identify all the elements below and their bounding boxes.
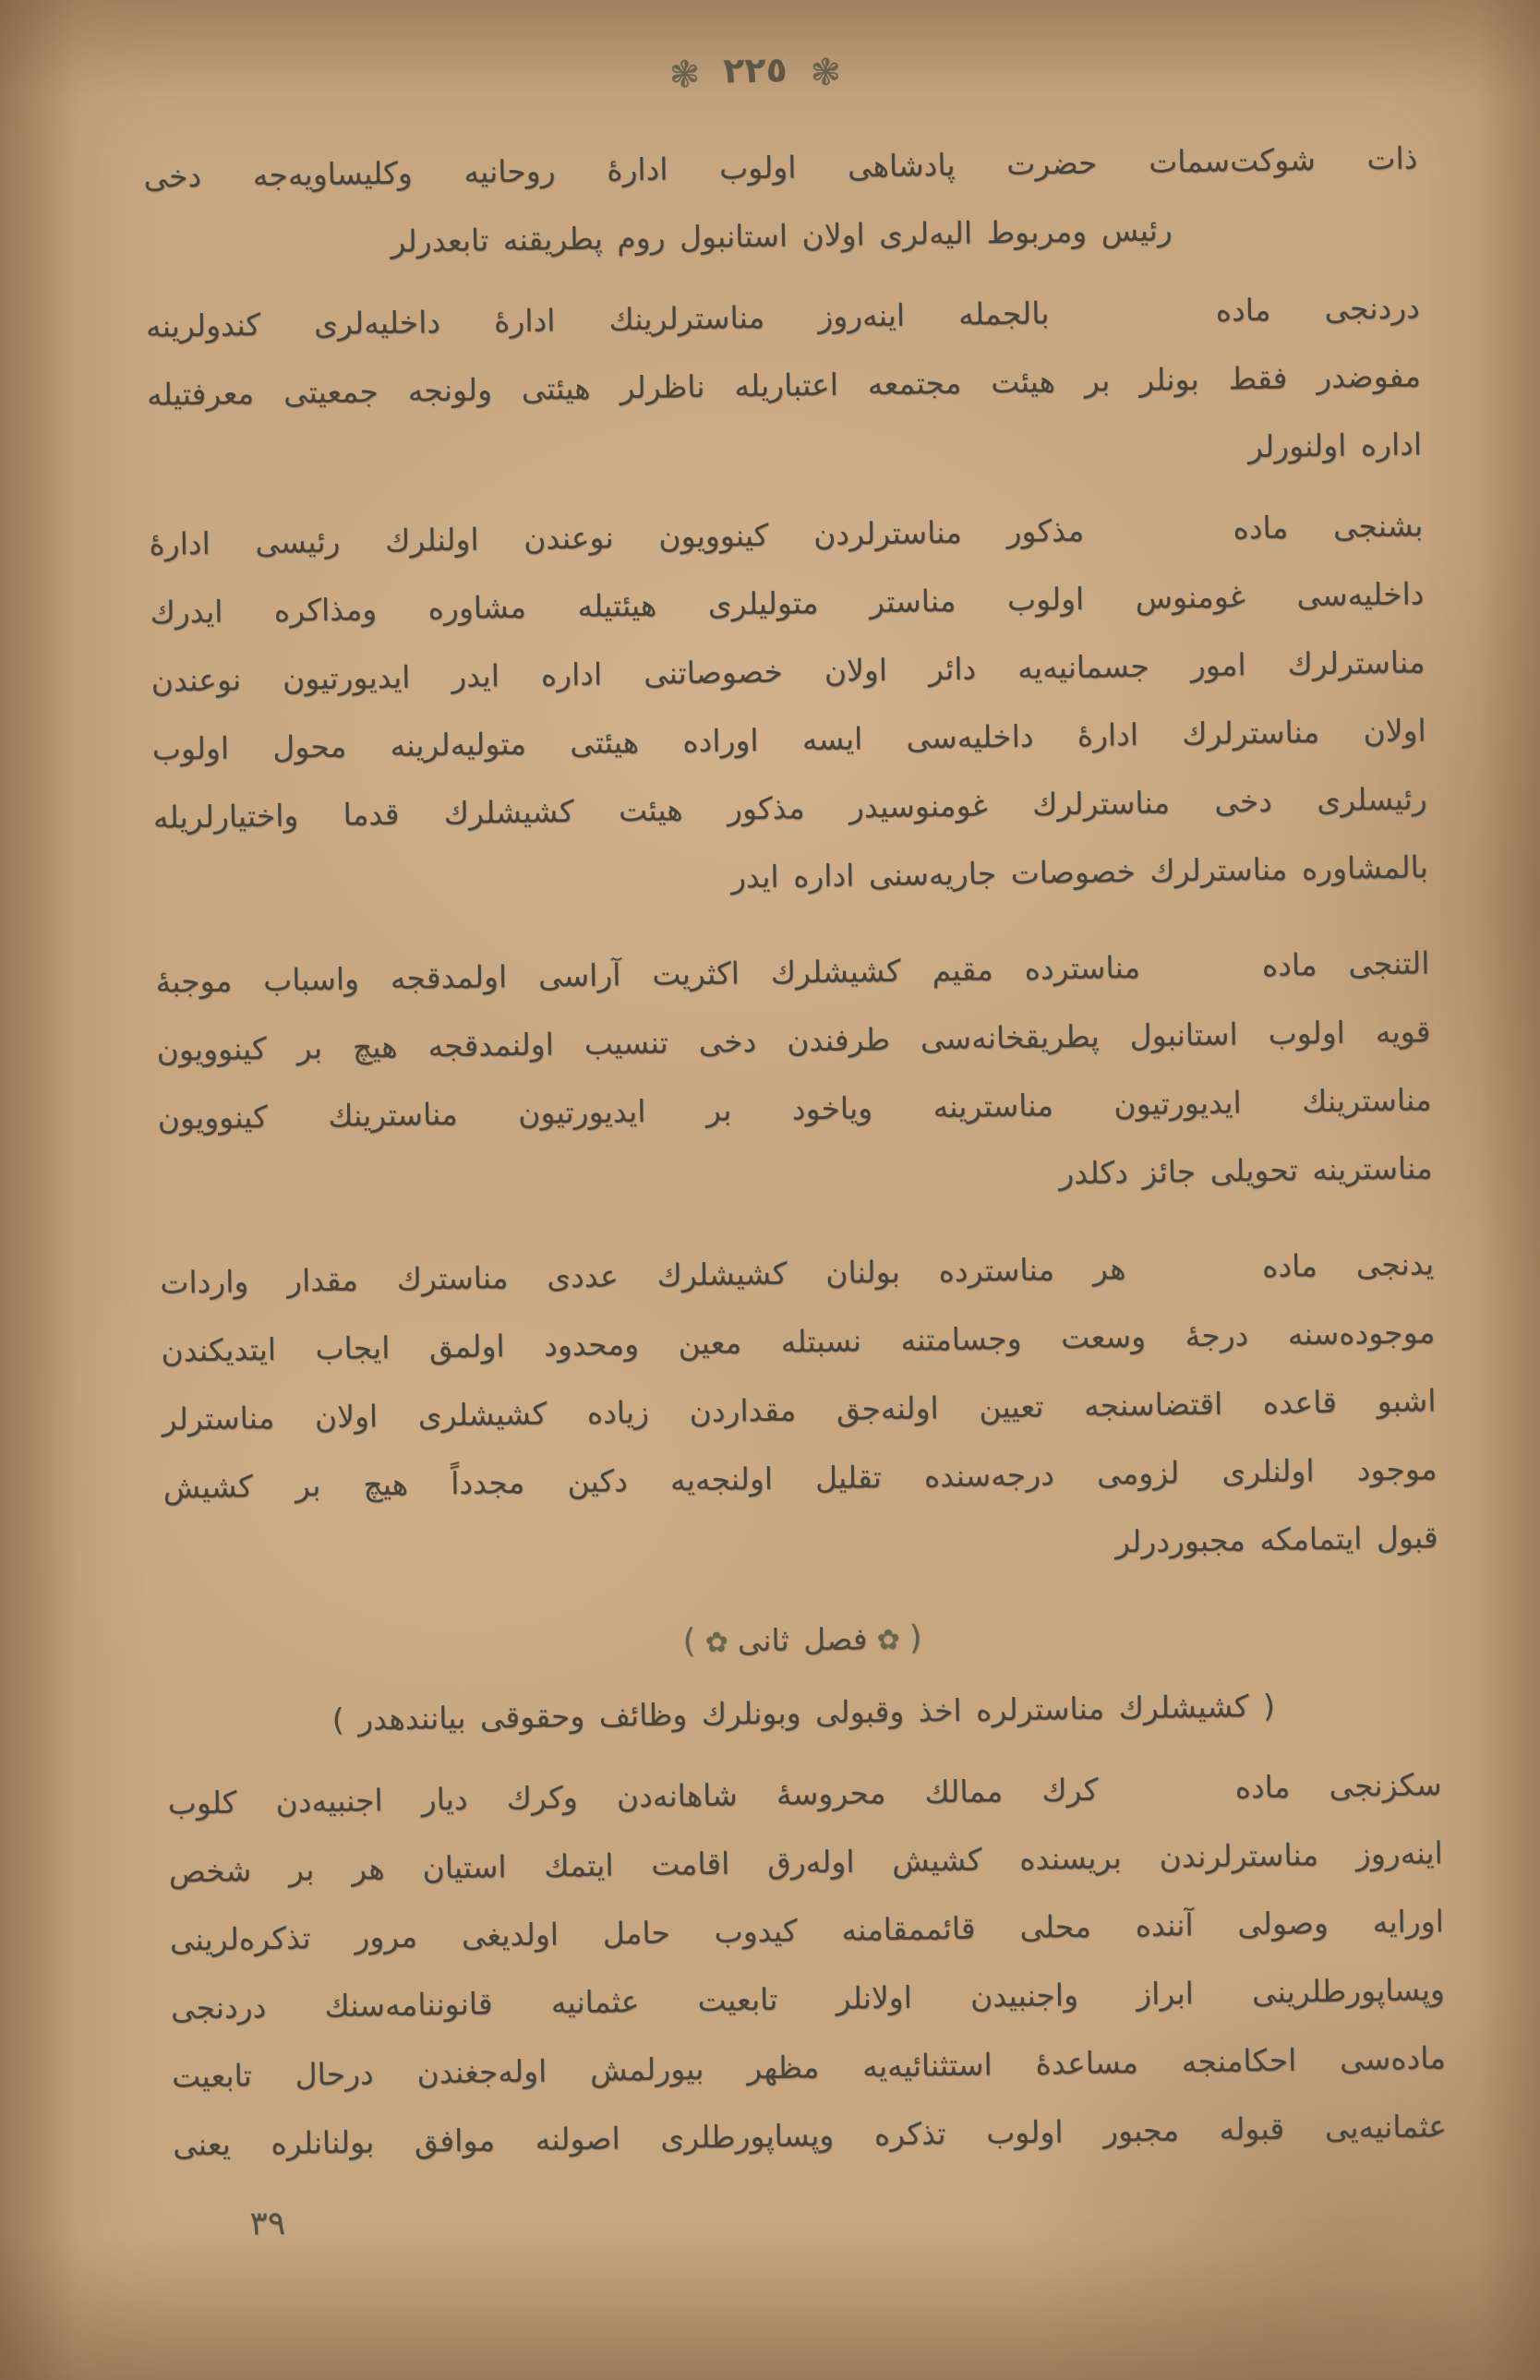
floral-ornament-icon: ❃ [668, 54, 701, 97]
line-text: اشبو قاعده اقتضاسنجه تعيين اولنه‌جق مقداردن زياده كشيشلرى اولان مناسترلر [162, 1382, 1437, 1437]
label-gap [1172, 977, 1231, 978]
label-gap [1137, 1798, 1197, 1799]
line-text: اورايه وصولى آننده محلى قائممقامنه كيدوب حامل اولديغى مرور تذكره‌لرينى [169, 1903, 1445, 1958]
article-number-label: بشنجى ماده [1233, 507, 1424, 547]
article-number-label: سكزنجى ماده [1234, 1766, 1442, 1806]
line-text: مناسترينك ايديورتيون مناسترينه وياخود بر ايديورتيون مناسترينك كينوويون [157, 1081, 1432, 1136]
line-text: مذكور مناسترلردن كينوويون نوعندن اولنلرك رئيسى ادارهٔ [149, 511, 1085, 562]
line-text: هر مناسترده بولنان كشيشلرك عددى مناسترك مقدار واردات [160, 1250, 1126, 1301]
article-number-label: دردنجى ماده [1215, 289, 1421, 329]
section-title: فصل ثانى [737, 1620, 868, 1659]
line-text: اداره اولنورلر [1247, 426, 1423, 465]
line-text: اولان مناسترلرك ادارهٔ داخليه‌سى ايسه اوراده هيئتى متوليه‌لرينه محول اولوب [151, 712, 1426, 767]
floral-ornament-icon: ❃ [810, 51, 842, 95]
label-gap [1164, 1278, 1223, 1279]
line-text: اينه‌روز مناسترلرندن بريسنده كشيش اوله‌رق اقامت ايتمك استيان هر بر شخص [168, 1834, 1443, 1890]
heading-open-paren: ( [908, 1618, 923, 1657]
line-text: عثمانيه‌يى قبوله مجبور اولوب تذكره وپساپورطلرى اصولنه موافق بولنانلره يعنى [172, 2108, 1448, 2163]
line-text: رئيسلرى دخى مناسترلرك غومنوسيدر مذكور هيئت كشيشلرك قدما واختيارلريله [152, 780, 1427, 835]
line-text: ( كشيشلرك مناسترلره اخذ وقبولى وبونلرك وظائف وحقوقى بيانندهدر ) [331, 1687, 1276, 1738]
rosette-icon: ✿ [876, 1623, 900, 1657]
line-text: ذات شوكت‌سمات حضرت پادشاهى اولوب ادارهٔ روحانيه وكليساويه‌جه دخى [143, 139, 1418, 195]
body-text [143, 124, 1448, 2179]
signature-number: ٣٩ [249, 2204, 286, 2243]
rosette-icon: ✿ [704, 1626, 729, 1660]
line-text: مناسترلرك امور جسمانيه‌يه دائر اولان خصوصاتنى اداره ايدر ايديورتيون نوعندن [150, 643, 1426, 699]
line-text: قويه اولوب استانبول پطريقخانه‌سى طرفندن دخى تنسيب اولنمدقجه هيچ بر كينوويون [156, 1013, 1431, 1068]
label-gap [1129, 539, 1188, 540]
page-header [0, 39, 1525, 107]
line-text: وپساپورطلرينى ابراز واجنبيدن اولانلر تابعيت عثمانيه قانوننامه‌سنك دردنجى [170, 1971, 1446, 2026]
line-text: بالجمله اينه‌روز مناسترلرينك ادارهٔ داخليه‌لرى كندولرينه [145, 294, 1050, 344]
line-text: قبول ايتمامكه مجبوردرلر [1114, 1519, 1438, 1560]
line-text: مفوضدر فقط بونلر بر هيئت مجتمعه اعتباريله ناظرلر هيئتى ولونجه جمعيتى معرفتيله [146, 357, 1422, 413]
heading-close-paren: ) [682, 1622, 696, 1661]
line-text: داخليه‌سى غومنوس اولوب مناستر متوليلرى هيئتيله مشاوره ومذاكره ايدرك [150, 575, 1425, 631]
line-text: بالمشاوره مناسترلرك خصوصات جاريه‌سنى اداره ايدر [730, 848, 1429, 896]
line-text: مناسترينه تحويلى جائز دكلدر [1058, 1149, 1433, 1192]
line-text: موجوده‌سنه درجهٔ وسعت وجسامتنه نسبتله معين ومحدود اولمق ايجاب ايتديكندن [161, 1314, 1436, 1369]
article-number-label: يدنجى ماده [1261, 1245, 1435, 1285]
line-text: رئيس ومربوط اليه‌لرى اولان استانبول روم پطريقنه تابعدرلر [391, 211, 1173, 259]
page-number: ٢٢٥ [722, 49, 788, 91]
label-gap [1103, 322, 1162, 323]
line-text: موجود اولنلرى لزومى درجه‌سنده تقليل اولنجه‌يه دكين مجدداً هيچ بر كشيش [162, 1450, 1438, 1506]
line-text: مناسترده مقيم كشيشلرك اكثريت آراسى اولمدقجه واسباب موجبهٔ [155, 949, 1141, 1000]
article-number-label: التنجى ماده [1261, 944, 1430, 984]
line-text: ماده‌سى احكامنجه مساعدهٔ استثنائيه‌يه مظهر بيورلمش اوله‌جغندن درحال تابعيت [171, 2039, 1447, 2095]
line-text: كرك ممالك محروسهٔ شاهانه‌دن وكرك ديار اجنبيه‌دن كلوب [167, 1771, 1099, 1821]
